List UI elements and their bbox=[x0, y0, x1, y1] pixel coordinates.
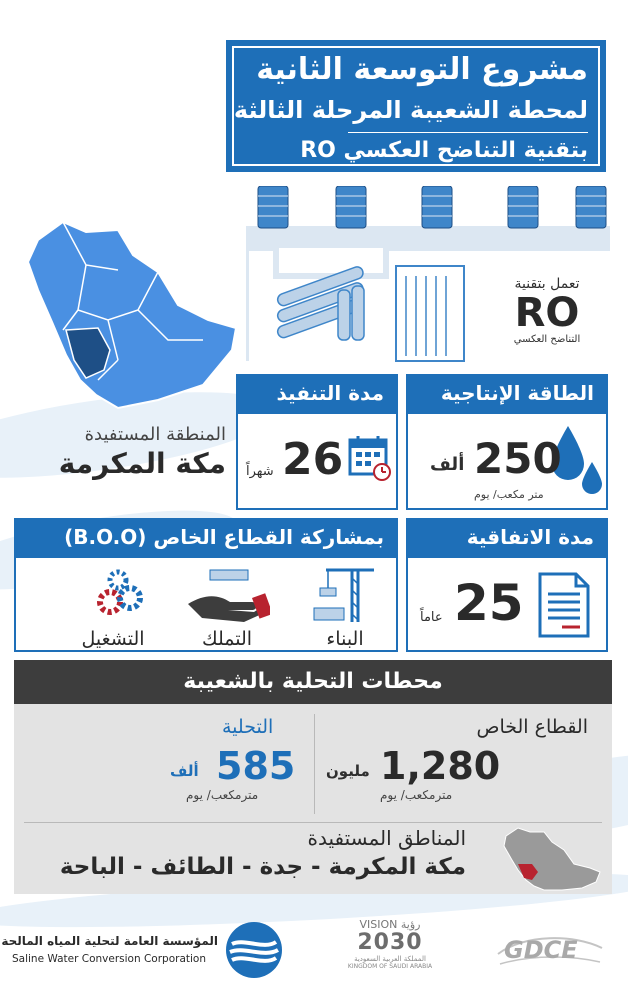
vision-2030-logo bbox=[340, 918, 440, 978]
duration-label: مدة التنفيذ bbox=[236, 374, 398, 412]
gdce-text: GDCE bbox=[504, 936, 578, 964]
stations-title: محطات التحلية بالشعيبة bbox=[14, 660, 612, 704]
vision-kingdom-ar: المملكة العربية السعودية bbox=[354, 955, 426, 963]
vision-year: 2030 bbox=[357, 930, 423, 955]
duration-card bbox=[236, 374, 398, 510]
duration-unit: شهراً bbox=[246, 464, 274, 479]
stations-panel bbox=[14, 704, 612, 894]
private-stations-sub-unit: مترمكعب/ يوم bbox=[380, 788, 453, 802]
desal-stations-value: 585 bbox=[216, 744, 296, 788]
vision-kingdom-en: KINGDOM OF SAUDI ARABIA bbox=[347, 963, 433, 970]
swcc-logo-icon bbox=[224, 920, 284, 980]
agreement-label: مدة الاتفاقية bbox=[406, 518, 608, 556]
title-banner bbox=[226, 40, 606, 172]
beneficiary-label: المنطقة المستفيدة bbox=[84, 424, 226, 445]
private-sector-label: بمشاركة القطاع الخاص (B.O.O) bbox=[14, 518, 398, 556]
capacity-unit: ألف bbox=[430, 454, 465, 475]
title-line-2: لمحطة الشعيبة المرحلة الثالثة bbox=[233, 96, 588, 124]
saudi-map bbox=[8, 210, 240, 410]
ro-works-with: تعمل بتقنية bbox=[514, 276, 580, 292]
regions-value: مكة المكرمة - جدة - الطائف - الباحة bbox=[59, 854, 466, 880]
private-item-own: التملك bbox=[201, 628, 253, 650]
ro-technology bbox=[488, 276, 606, 345]
swcc-name-en: Saline Water Conversion Corporation bbox=[12, 953, 206, 965]
vision-ar: رؤية bbox=[400, 918, 421, 931]
vision-word: VISION bbox=[359, 918, 398, 931]
duration-value: 26 bbox=[282, 434, 344, 485]
beneficiary-value: مكة المكرمة bbox=[58, 447, 226, 480]
swcc-name-ar: المؤسسة العامة لتحلية المياه المالحة bbox=[1, 934, 218, 948]
beneficiary bbox=[18, 424, 226, 480]
private-stations-value: 1,280 bbox=[380, 744, 501, 788]
agreement-value: 25 bbox=[454, 574, 524, 632]
capacity-value: 250 bbox=[474, 434, 562, 483]
ro-name: التناضح العكسي bbox=[513, 334, 581, 345]
desal-stations-sub-unit: مترمكعب/ يوم bbox=[186, 788, 259, 802]
title-line-1: مشروع التوسعة الثانية bbox=[256, 52, 588, 87]
private-stations-label: القطاع الخاص bbox=[476, 716, 588, 738]
capacity-card bbox=[406, 374, 608, 510]
ro-code: RO bbox=[514, 290, 580, 336]
hand-icon bbox=[184, 568, 270, 622]
private-item-operate: التشغيل bbox=[81, 628, 145, 650]
desal-stations-unit: ألف bbox=[170, 762, 199, 780]
desal-stations-label: التحلية bbox=[222, 716, 274, 738]
saudi-mini-map bbox=[492, 824, 602, 892]
title-line-3: بتقنية التناضح العكسي RO bbox=[300, 138, 588, 163]
gdce-logo bbox=[494, 924, 606, 974]
private-item-build: البناء bbox=[326, 628, 364, 650]
capacity-sub-unit: متر مكعب/ يوم bbox=[474, 488, 544, 501]
regions-label: المناطق المستفيدة bbox=[307, 826, 466, 850]
gears-icon bbox=[92, 568, 148, 618]
agreement-unit: عاماً bbox=[420, 610, 443, 625]
document-icon bbox=[536, 570, 592, 640]
calendar-icon bbox=[348, 434, 392, 482]
capacity-label: الطاقة الإنتاجية bbox=[406, 374, 608, 412]
private-stations-unit: مليون bbox=[326, 762, 370, 780]
private-sector-card bbox=[14, 518, 398, 652]
crane-icon bbox=[312, 564, 378, 624]
agreement-card bbox=[406, 518, 608, 652]
